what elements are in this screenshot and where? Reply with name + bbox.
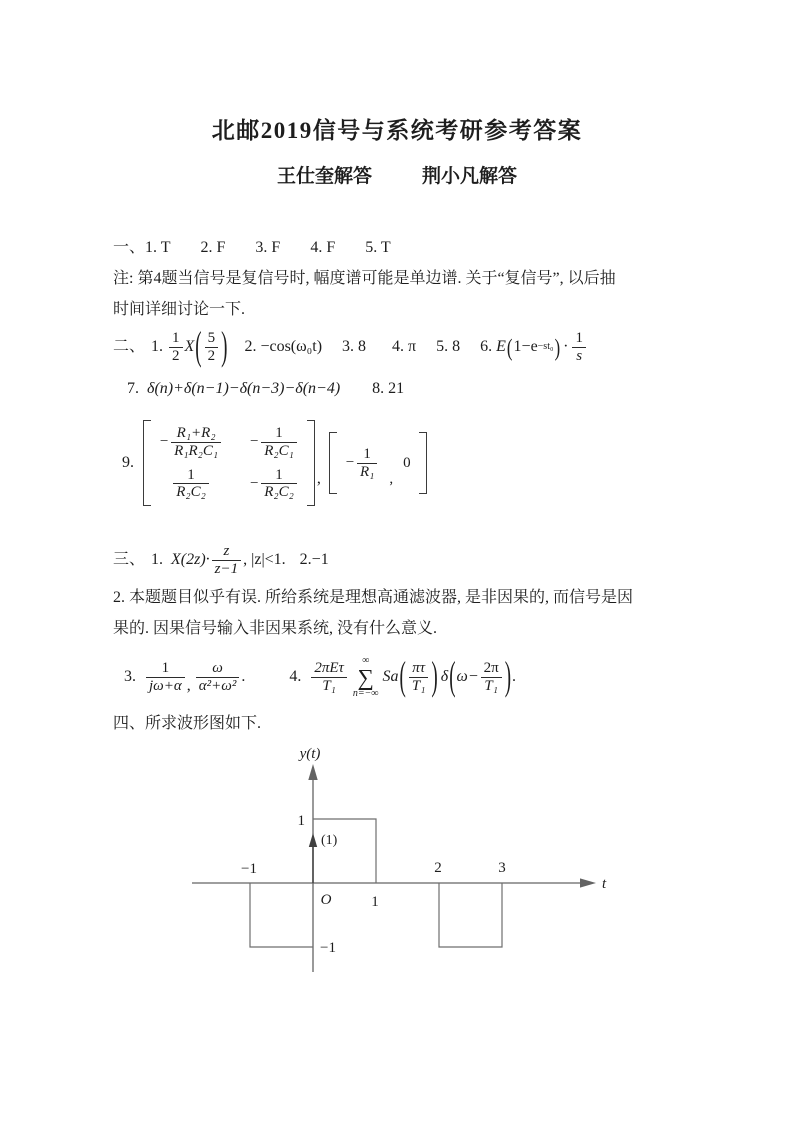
close-paren: ) [431, 654, 438, 700]
q3-4-no: 4. [289, 668, 302, 685]
q2-7-no: 7. [127, 380, 139, 397]
vector-bracket-right [419, 432, 427, 494]
section3-label: 三、 [113, 551, 146, 568]
close-paren: ) [504, 654, 512, 700]
q3-1-fraction: $\frac{z}{z-1}$ [212, 543, 241, 578]
answer-4: 4. F [310, 239, 336, 256]
answer-3: 3. F [255, 239, 281, 256]
output-vector [329, 432, 427, 494]
q2-6-fraction: $\frac{1}{s}$ [572, 330, 586, 365]
q3-1-no: 1. [151, 551, 164, 568]
impulse-weight-label: (1) [321, 833, 338, 848]
section1-answers [113, 238, 391, 258]
impulse-arrow-head-icon [309, 833, 317, 847]
q2-6-base: E [496, 338, 506, 355]
q2-5-answer: 5. 8 [436, 338, 461, 355]
q3-2-explanation-line1: 2. 本题题目似乎有误. 所给系统是理想高通滤波器, 是非因果的, 而信号是因 [113, 589, 634, 606]
matrix-cell-11: − $\frac{\text{R₁+R₂}}{\text{R₁R₂C₁}}$ [159, 425, 223, 460]
q2-9-line [122, 420, 427, 506]
q2-1-fn: X [184, 338, 195, 355]
period: . [512, 668, 517, 685]
separator-comma: , [316, 470, 321, 488]
q2-3-answer: 3. 8 [342, 338, 367, 355]
author-left: 王仕奎解答 [276, 166, 372, 187]
q2-6-formula: 6. E ( 1−e −st₀ ) · $\frac{1}{s}$ [480, 330, 588, 365]
sa-function: Sa [382, 668, 399, 685]
level-minus1-label: −1 [320, 940, 336, 956]
section4-text: 所求波形图如下. [145, 715, 262, 732]
q3-4-sa-fraction: $\frac{\pi\tau}{\text{T₁}}$ [409, 660, 429, 695]
q2-1-coef-fraction: $\frac{1}{2}$ [169, 330, 183, 365]
open-paren: ( [195, 324, 202, 370]
matrix-bracket-right [307, 420, 315, 506]
delta-symbol: δ [440, 668, 449, 685]
answer-1: 1. T [145, 239, 171, 256]
y-axis-label: y(t) [299, 746, 321, 762]
q2-7-expression: δ(n)+δ(n−1)−δ(n−3)−δ(n−4) [147, 380, 341, 397]
left-negative-pulse [250, 883, 313, 947]
section4-line [113, 714, 261, 734]
section3-line1 [113, 538, 329, 582]
x-axis-label: t [602, 876, 607, 892]
q2-6-no: 6. [480, 338, 493, 355]
matrix-cell-22: − $\frac{1}{\text{R₂C₂}}$ [249, 467, 299, 502]
open-paren: ( [399, 654, 406, 700]
q3-1-roc: , |z|<1. [243, 551, 286, 568]
section1-label: 一、 [113, 239, 146, 256]
q2-8-answer: 8. 21 [372, 380, 405, 397]
q2-9-no: 9. [122, 454, 134, 472]
open-paren: ( [449, 654, 456, 700]
vector-bracket-left [329, 432, 337, 494]
positive-pulse [313, 819, 376, 883]
q2-1-no: 1. [151, 338, 164, 355]
matrix-bracket-left [143, 420, 151, 506]
state-matrix [143, 420, 315, 506]
tick-2-label: 2 [434, 860, 442, 876]
q3-4-coef-fraction: $\frac{\text{2πEτ}}{\text{T₁}}$ [311, 660, 347, 695]
right-negative-pulse [439, 883, 502, 947]
authors-line [0, 161, 794, 188]
answer-2: 2. F [200, 239, 226, 256]
page-title: 北邮2019信号与系统考研参考答案 [211, 118, 583, 143]
period: . [241, 668, 246, 685]
section2-answers [113, 322, 588, 372]
q3-2-answer: 2.−1 [299, 551, 329, 568]
close-paren: ) [221, 324, 228, 370]
q2-6-inner: 1−e [513, 338, 538, 355]
section1-note-line2: 时间详细讨论一下. [113, 301, 246, 318]
section2-label: 二、 [113, 338, 146, 355]
matrix-cell-12: − $\frac{1}{\text{R₂C₁}}$ [249, 425, 299, 460]
q2-2-answer: 2. −cos(ω₀t) [244, 338, 323, 355]
q3-3-fraction1: $\frac{1}{j\omega+\alpha}$ [146, 660, 185, 695]
author-right: 荆小凡解答 [422, 166, 518, 187]
vector-cell-1: − $\frac{1}{\text{R₁}}$ [345, 446, 380, 481]
q2-1-arg-fraction: $\frac{5}{2}$ [205, 330, 219, 365]
open-paren: ( [506, 333, 513, 361]
summation: ∞ ∑ n=−∞ [352, 654, 379, 699]
q3-2-explanation-line2: 果的. 因果信号输入非因果系统, 没有什么意义. [113, 620, 438, 637]
waveform-figure [150, 740, 650, 990]
tick-1-label: 1 [371, 894, 379, 910]
vector-comma: , [389, 471, 394, 488]
section4-label: 四、 [113, 715, 146, 732]
origin-label: O [320, 892, 332, 908]
section1-note-line1: 注: 第4题当信号是复信号时, 幅度谱可能是单边谱. 关于“复信号”, 以后抽 [113, 270, 616, 287]
close-paren: ) [554, 333, 561, 361]
vector-cell-2: 0 [403, 454, 411, 471]
tick-3-label: 3 [498, 860, 506, 876]
q2-4-answer: 4. π [392, 338, 417, 355]
tick-minus1-label: −1 [241, 861, 257, 877]
level-1-label: 1 [297, 813, 305, 829]
section3-line34 [124, 646, 516, 708]
answer-5: 5. T [365, 239, 391, 256]
q3-4-delta-fraction: $\frac{2\pi}{\text{T₁}}$ [481, 660, 502, 695]
q2-1-formula [151, 324, 228, 370]
y-axis-arrow-icon [308, 764, 317, 780]
q3-1-pre: X(2z)· [171, 551, 210, 568]
x-axis-arrow-icon [580, 878, 596, 887]
q2-7-8-line [127, 379, 404, 399]
q3-4-delta-arg: ω− [456, 668, 479, 685]
matrix-cell-21: $\frac{1}{\text{R₂C₂}}$ [171, 467, 211, 502]
q3-3-fraction2: $\frac{\omega}{\text{α²+ω²}}$ [196, 660, 240, 695]
q3-3-no: 3. [124, 668, 136, 685]
comma: , [186, 677, 191, 694]
multiply-dot: · [563, 338, 569, 355]
